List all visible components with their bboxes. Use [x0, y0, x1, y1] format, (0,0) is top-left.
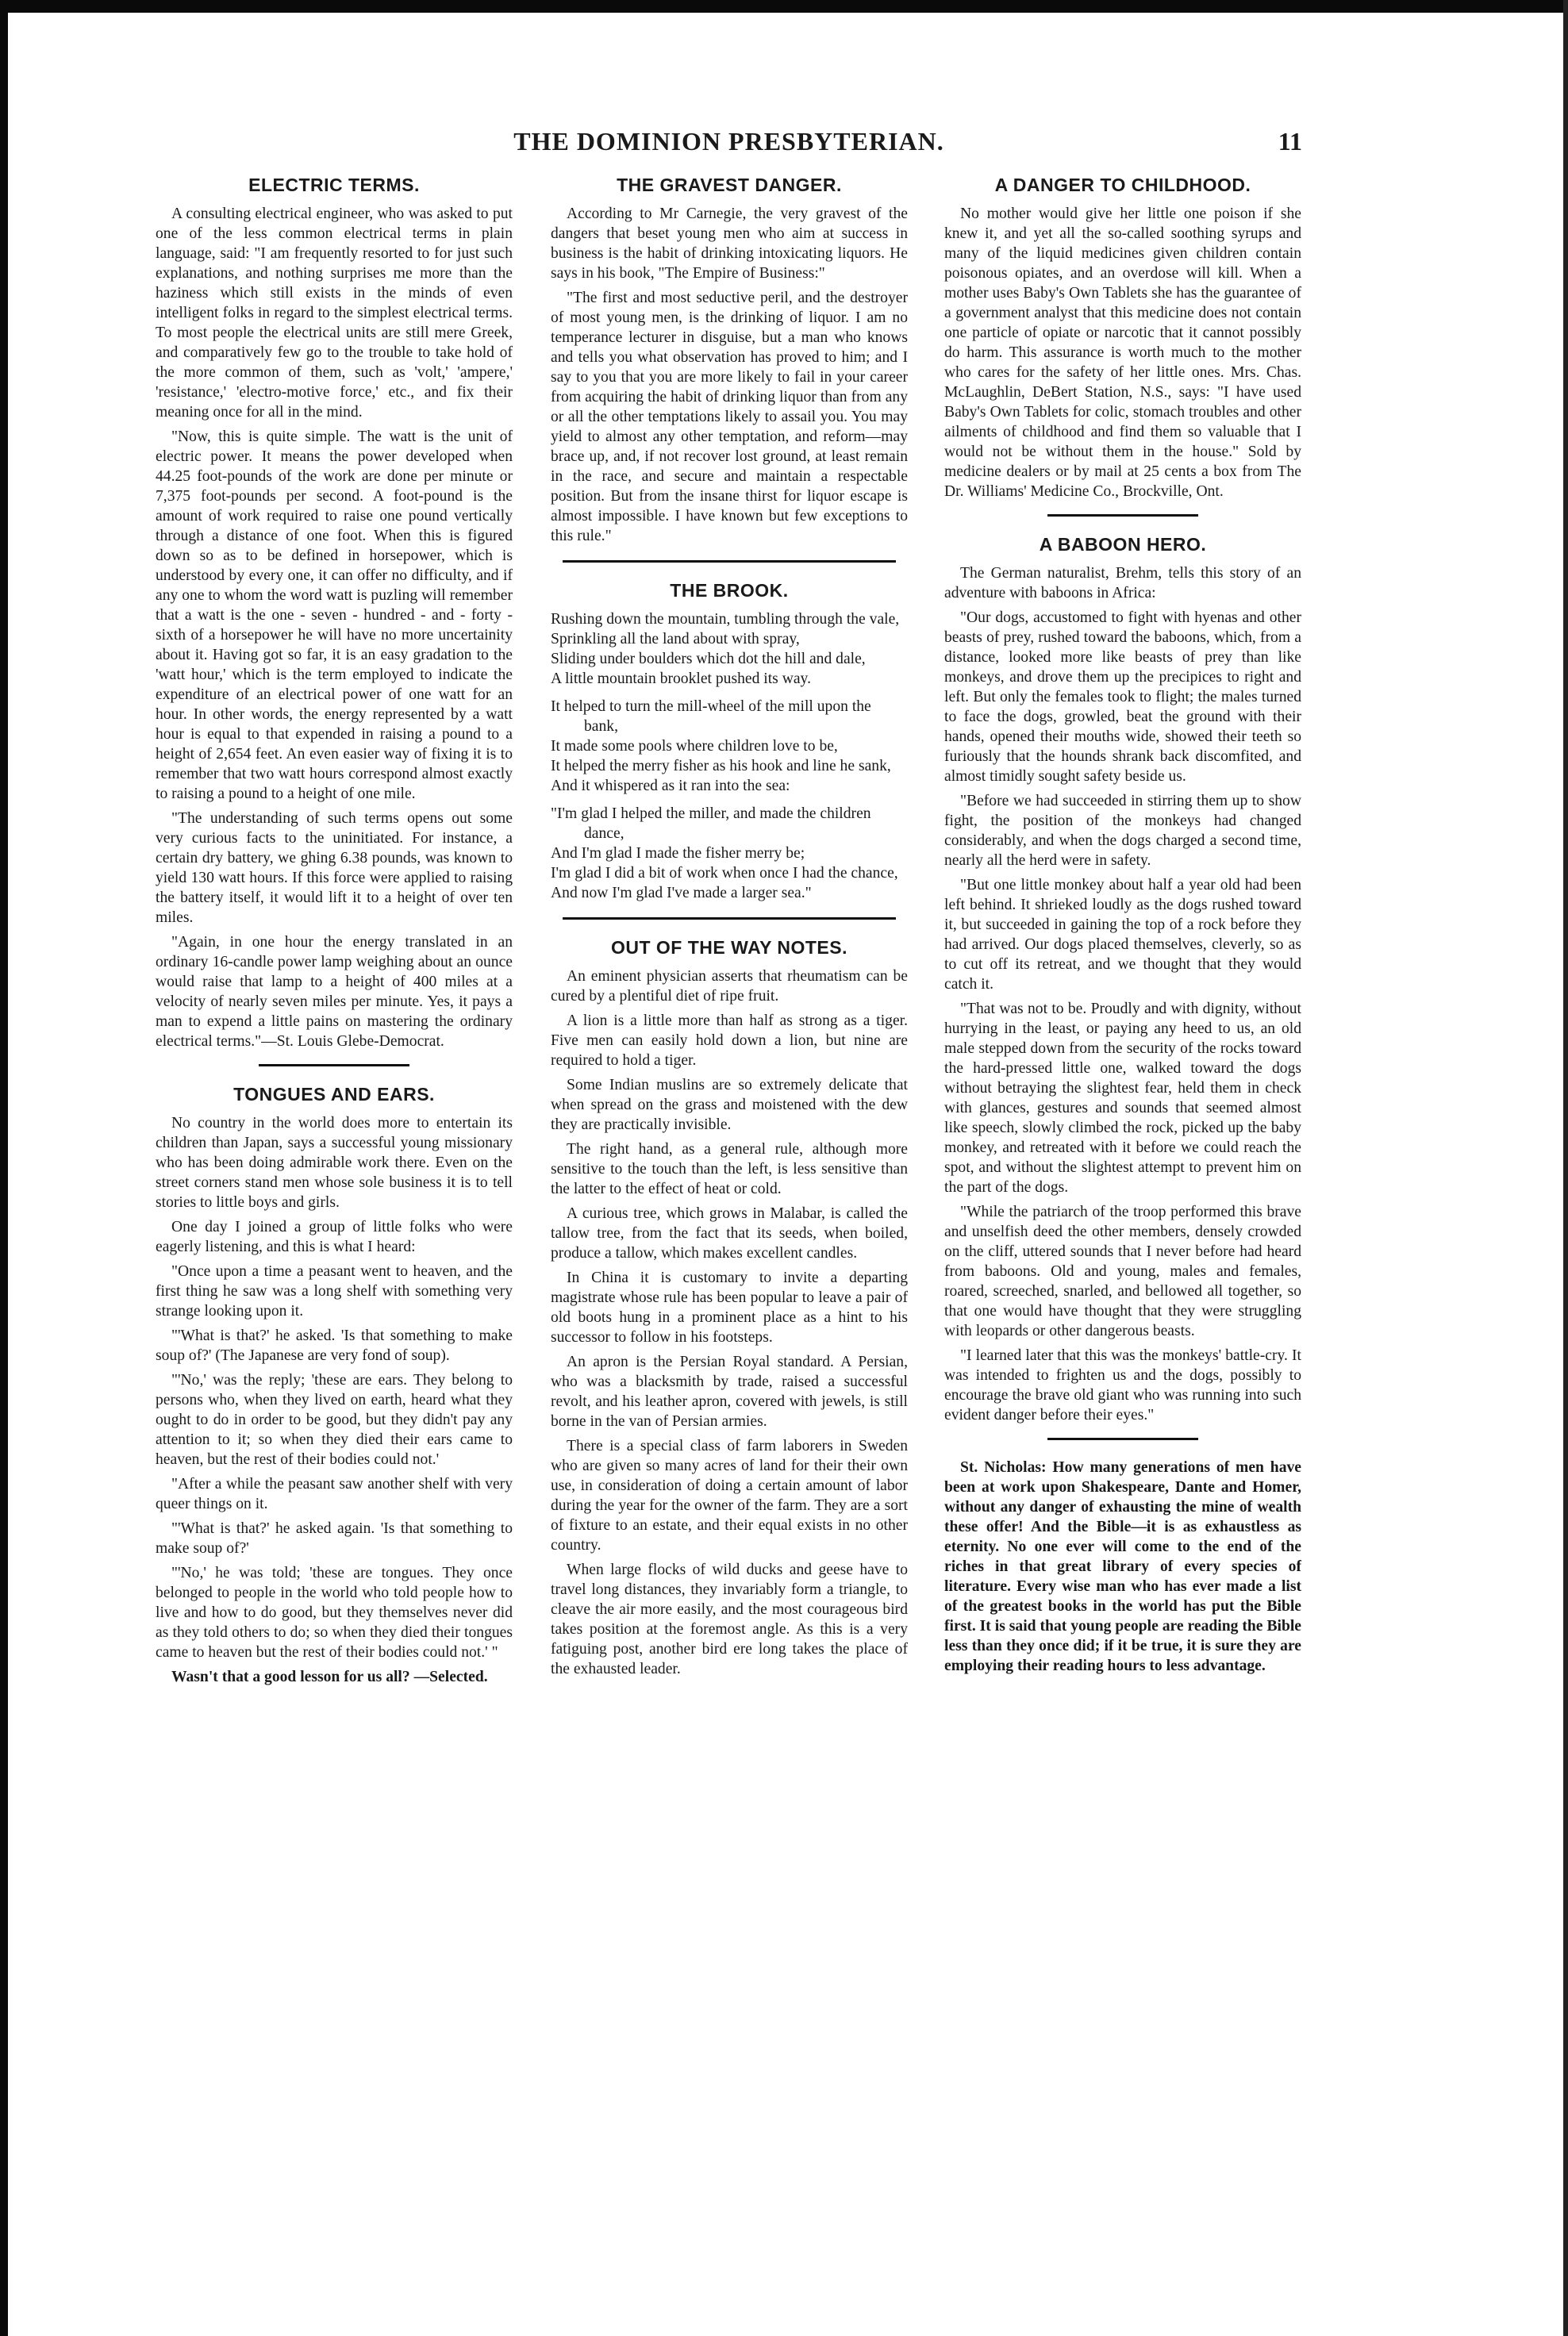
poem-line: Rushing down the mountain, tumbling through the vale, — [551, 611, 900, 628]
poem-line: A little mountain brooklet pushed its way. — [551, 670, 811, 687]
article-paragraph: "'No,' was the reply; 'these are ears. They belong to persons who, when they lived on earth, heard what they ought to do in order to be good, but they didn't pay any attention to it; so when they died their ears came to heaven, but the rest of their bodies could not.' — [156, 1372, 513, 1468]
column-1 — [156, 175, 513, 2317]
article-paragraph: "After a while the peasant saw another shelf with very queer things on it. — [156, 1476, 513, 1512]
article-paragraph: When large flocks of wild ducks and geese have to travel long distances, they invariably form a triangle, to cleave the air more easily, and the most courageous bird takes position at the foremost angle. As this is a very fatiguing post, another bird ere long takes the place of the exhausted leader. — [551, 1562, 908, 1677]
article-heading-out-of-the-way-notes: OUT OF THE WAY NOTES. — [610, 937, 848, 958]
scan-border-left — [0, 0, 8, 2336]
article-paragraph: An apron is the Persian Royal standard. A Persian, who was a blacksmith by trade, raised a successful revolt, and his leather apron, covered with jewels, is still borne in the van of Persian armies. — [551, 1354, 908, 1430]
article-columns — [156, 175, 1302, 2317]
poem-line: And now I'm glad I've made a larger sea." — [551, 885, 812, 901]
article-paragraph: "Again, in one hour the energy translated in an ordinary 16-candle power lamp weighing about an ounce would raise that lamp to a height of 400 miles at a velocity of nearly seven miles per minute. Yes, it pays a man to expend a little pains on mastering the ordinary electrical terms."—St. Louis Glebe-Democrat. — [156, 934, 513, 1050]
article-paragraph: "While the patriarch of the troop performed this brave and unselfish deed the other members, densely crowded on the cliff, uttered sounds that I never before had heard from baboons. Old and young, males and females, roared, screeched, snarled, and bellowed all together, so that one would have thought that they were struggling with leopards or other dangerous beasts. — [944, 1204, 1301, 1339]
section-divider — [563, 560, 896, 563]
scan-border-right — [1563, 0, 1568, 2336]
poem-stanza — [551, 697, 908, 796]
newspaper-page — [156, 127, 1302, 2317]
article-paragraph: "'What is that?' he asked. 'Is that something to make soup of?' (The Japanese are very fond of soup). — [156, 1327, 513, 1364]
article-paragraph: No country in the world does more to entertain its children than Japan, says a successful young missionary who has been doing admirable work there. Even on the street corners stand men whose sole business it is to tell stories to little boys and girls. — [156, 1115, 513, 1211]
article-heading-electric-terms: ELECTRIC TERMS. — [248, 175, 420, 195]
article-paragraph: Some Indian muslins are so extremely delicate that when spread on the grass and moistened with the dew they are practically invisible. — [551, 1077, 908, 1133]
section-divider — [259, 1064, 409, 1066]
article-paragraph: "'What is that?' he asked again. 'Is that something to make soup of?' — [156, 1520, 513, 1557]
article-paragraph: "Before we had succeeded in stirring them up to show fight, the position of the monkeys had changed considerably, and when the dogs charged a second time, nearly all the herd were in safety. — [944, 793, 1301, 869]
poem-line: It helped to turn the mill-wheel of the mill upon the bank, — [551, 698, 871, 735]
column-2 — [551, 175, 908, 2317]
section-divider — [1047, 1438, 1198, 1440]
article-paragraph: "I learned later that this was the monkeys' battle-cry. It was intended to frighten us and the dogs, possibly to encourage the brave old giant who was running into such evident danger before their eyes." — [944, 1347, 1301, 1424]
article-paragraph: An eminent physician asserts that rheumatism can be cured by a plentiful diet of ripe fruit. — [551, 968, 908, 1005]
article-paragraph: One day I joined a group of little folks who were eagerly listening, and this is what I heard: — [156, 1219, 513, 1255]
publication-title: THE DOMINION PRESBYTERIAN. — [513, 127, 944, 156]
poem-line: Sprinkling all the land about with spray, — [551, 631, 800, 647]
article-heading-tongues-and-ears: TONGUES AND EARS. — [233, 1084, 435, 1105]
article-paragraph: The German naturalist, Brehm, tells this story of an adventure with baboons in Africa: — [944, 565, 1301, 601]
scan-border-top — [0, 0, 1568, 13]
article-paragraph: "The understanding of such terms opens out some very curious facts to the uninitiated. For instance, a certain dry battery, we ghing 6.38 pounds, was known to yield 130 watt hours. If this force were applied to raising the battery itself, it would lift it to a height of over ten miles. — [156, 810, 513, 926]
page-number: 11 — [1278, 127, 1302, 156]
article-paragraph: "'No,' he was told; 'these are tongues. They once belonged to people in the world who told people how to live and how to do good, but they themselves never did as they told others to do; so when they died their tongues came to heaven but the rest of their bodies could not.' " — [156, 1565, 513, 1661]
article-paragraph: No mother would give her little one poison if she knew it, and yet all the so-called soothing syrups and many of the liquid medicines given children contain poisonous opiates, and an overdose will kill. When a mother uses Baby's Own Tablets she has the guarantee of a government analyst that this medicine does not contain one particle of opiate or narcotic that it cannot possibly do harm. This assurance is worth much to the mother who cares for the safety of her little ones. Mrs. Chas. McLaughlin, DeBert Station, N.S., says: "I have used Baby's Own Tablets for colic, stomach troubles and other ailments of childhood and find them so valuable that I would not be without them in the house." Sold by medicine dealers or by mail at 25 cents a box from The Dr. Williams' Medicine Co., Brockville, Ont. — [944, 206, 1301, 500]
article-paragraph: "But one little monkey about half a year old had been left behind. It shrieked loudly as the dogs rushed toward it, but succeeded in gaining the top of a rock before they had arrived. Our dogs placed themselves, cleverly, so as to cut off its retreat, and we thought that they would catch it. — [944, 877, 1301, 993]
poem-line: It made some pools where children love to be, — [551, 738, 838, 755]
article-paragraph: "Once upon a time a peasant went to heaven, and the first thing he saw was a long shelf with something very strange looking upon it. — [156, 1263, 513, 1320]
article-paragraph: "Now, this is quite simple. The watt is the unit of electric power. It means the power developed when 44.25 foot-pounds of the work are done per minute or 7,375 foot-pounds per second. A foot-pound is the amount of work required to raise one pound vertically through a distance of one foot. When this is figured down so as to be defined in horsepower, which is understood by every one, it can offer no difficulty, and if any one to whom the word watt is puzling will remember that a watt is the one - seven - hundred - and - forty - sixth of a horsepower he will have no more uncertainity about it. Having got so far, it is an easy gradation to the 'watt hour,' which is the term employed to indicate the expenditure of an electrical power of one watt for an hour. In other words, the energy represented by a watt hour is equal to that expended in raising a pound to a height of 2,654 feet. An even easier way of fixing it is to remember that two watt hours correspond almost exactly to raising a pound to a height of one mile. — [156, 428, 513, 802]
article-paragraph: There is a special class of farm laborers in Sweden who are given so many acres of land for their their own use, in consideration of doing a certain amount of labor during the year for the owner of the farm. They are a sort of fixture to an estate, and their equal exists in no other country. — [551, 1438, 908, 1554]
article-heading-gravest-danger: THE GRAVEST DANGER. — [617, 175, 842, 195]
article-heading-baboon-hero: A BABOON HERO. — [1039, 534, 1207, 555]
poem-line: And I'm glad I made the fisher merry be; — [551, 845, 805, 862]
poem-the-brook — [551, 609, 908, 903]
article-heading-danger-to-childhood: A DANGER TO CHILDHOOD. — [994, 175, 1251, 195]
poem-line: It helped the merry fisher as his hook and line he sank, — [551, 758, 891, 774]
column-3 — [944, 175, 1301, 2317]
article-paragraph: A lion is a little more than half as strong as a tiger. Five men can easily hold down a lion, but nine are required to hold a tiger. — [551, 1012, 908, 1069]
article-closing-line: Wasn't that a good lesson for us all? —Selected. — [171, 1669, 488, 1685]
article-paragraph: A curious tree, which grows in Malabar, is called the tallow tree, from the fact that its seeds, when boiled, produce a tallow, which makes excellent candles. — [551, 1205, 908, 1262]
poem-line: And it whispered as it ran into the sea: — [551, 778, 790, 794]
poem-stanza — [551, 609, 908, 689]
section-divider — [1047, 514, 1198, 517]
poem-line: "I'm glad I helped the miller, and made the children dance, — [551, 805, 871, 842]
article-paragraph: "That was not to be. Proudly and with dignity, without hurrying in the least, or paying any heed to us, an old male stepped down from the security of the rocks toward the hard-pressed little one, walked toward the dogs without betraying the slightest fear, held them in check with glances, gestures and sounds that seemed almost like speech, slowly climbed the rock, picked up the baby monkey, and retreated with it before we could reach the spot, and without the slightest attempt to prevent him on the part of the dogs. — [944, 1001, 1301, 1196]
poem-line: Sliding under boulders which dot the hill and dale, — [551, 651, 866, 667]
section-divider — [563, 917, 896, 920]
poem-stanza — [551, 804, 908, 903]
article-paragraph: A consulting electrical engineer, who was asked to put one of the less common electrical terms in plain language, said: "I am frequently resorted to for just such explanations, and nothing surprises me more than the haziness which still exists in the minds of even intelligent folks in regard to the simplest electrical terms. To most people the electrical units are still mere Greek, and comparatively few go to the trouble to take hold of the more common of them, such as 'volt,' 'ampere,' 'resistance,' 'electro-motive force,' etc., and fix their meaning once for all in the mind. — [156, 206, 513, 421]
st-nicholas-quote: St. Nicholas: How many generations of men have been at work upon Shakespeare, Dante and Homer, without any danger of exhausting the mine of wealth these offer! And the Bible—it is as exhaustless as eternity. No one ever will come to the end of the riches in that great library of every species of literature. Every wise man who has ever made a list of the greatest books in the world has put the Bible first. It is said that young people are reading the Bible less than they once did; if it be true, it is sure they are employing their reading hours to less advantage. — [944, 1459, 1301, 1674]
article-paragraph: According to Mr Carnegie, the very gravest of the dangers that beset young men who aim at success in business is the habit of drinking intoxicating liquors. He says in his book, "The Empire of Business:" — [551, 206, 908, 282]
article-paragraph: The right hand, as a general rule, although more sensitive to the touch than the left, is less sensitive than the latter to the effect of heat or cold. — [551, 1141, 908, 1197]
article-paragraph: "The first and most seductive peril, and the destroyer of most young men, is the drinking of liquor. I am no temperance lecturer in disguise, but a man who knows and tells you what observation has proved to him; and I say to you that you are more likely to fail in your career from acquiring the habit of drinking liquor than from any or all the other temptations likely to assail you. You may yield to almost any other temptation, and reform—may brace up, and, if not recover lost ground, at least remain in the race, and secure and maintain a respectable position. But from the insane thirst for liquor escape is almost impossible. I have known but few exceptions to this rule." — [551, 290, 908, 544]
masthead — [156, 127, 1302, 165]
poem-heading-the-brook: THE BROOK. — [670, 580, 789, 601]
article-paragraph: "Our dogs, accustomed to fight with hyenas and other beasts of prey, rushed toward the baboons, which, from a distance, looked more like beasts of prey than like monkeys, and drove them up the precipices to right and left. But only the females took to flight; the males turned to face the dogs, growled, beat the ground with their hands, opened their mouths wide, showed their teeth so furiously that the hounds shrank back discomfited, and almost timidly sought safety beside us. — [944, 609, 1301, 785]
article-paragraph: In China it is customary to invite a departing magistrate whose rule has been popular to leave a pair of old boots hung in a prominent place as a hint to his successor to follow in his footsteps. — [551, 1270, 908, 1346]
poem-line: I'm glad I did a bit of work when once I had the chance, — [551, 865, 898, 882]
